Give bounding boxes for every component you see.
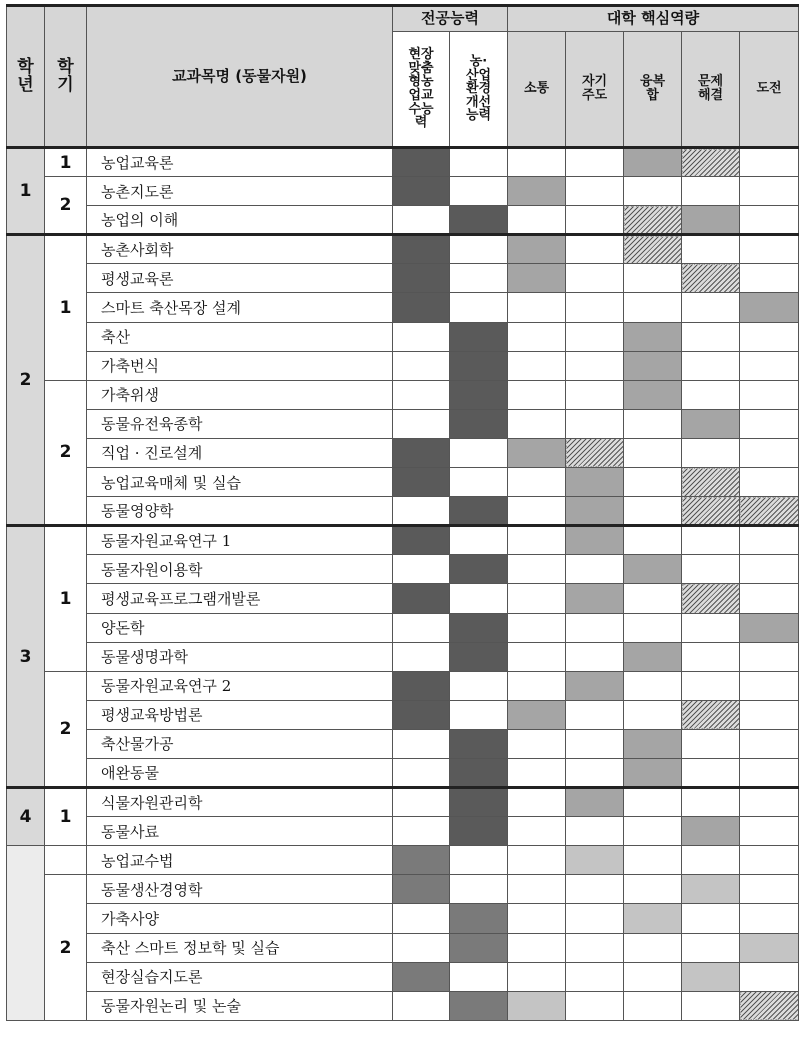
core-col-header-1: 소통 <box>508 32 566 148</box>
competency-cell <box>682 817 740 846</box>
competency-cell <box>393 177 450 206</box>
table-row <box>7 846 799 875</box>
competency-cell <box>450 729 508 758</box>
table-row <box>7 671 799 700</box>
major-col-header-2: 농· 산업 환경 개선 능력 <box>450 32 508 148</box>
competency-cell <box>740 555 799 584</box>
competency-cell <box>740 846 799 875</box>
competency-cell <box>393 264 450 293</box>
competency-cell <box>682 206 740 235</box>
competency-cell <box>393 438 450 467</box>
competency-cell <box>624 497 682 526</box>
competency-cell <box>450 206 508 235</box>
competency-cell <box>682 409 740 438</box>
table-row <box>7 555 799 584</box>
competency-cell <box>624 904 682 933</box>
year-header: 학 년 <box>7 6 45 148</box>
competency-cell <box>566 758 624 787</box>
competency-cell <box>740 497 799 526</box>
competency-cell <box>450 700 508 729</box>
competency-cell <box>450 351 508 380</box>
competency-cell <box>566 671 624 700</box>
table-row <box>7 351 799 380</box>
competency-cell <box>508 613 566 642</box>
competency-cell <box>682 322 740 351</box>
competency-cell <box>450 904 508 933</box>
competency-cell <box>682 875 740 904</box>
competency-cell <box>566 351 624 380</box>
competency-cell <box>682 235 740 264</box>
competency-cell <box>450 875 508 904</box>
course-name: 농촌지도론 <box>87 177 393 206</box>
year-cell: 3 <box>7 526 45 788</box>
course-name: 동물자원논리 및 논술 <box>87 991 393 1020</box>
competency-cell <box>393 322 450 351</box>
table-row <box>7 526 799 555</box>
competency-cell <box>508 991 566 1020</box>
competency-cell <box>740 904 799 933</box>
competency-cell <box>450 584 508 613</box>
competency-cell <box>566 962 624 991</box>
course-name: 가축번식 <box>87 351 393 380</box>
competency-cell <box>508 758 566 787</box>
competency-cell <box>682 904 740 933</box>
competency-cell <box>393 351 450 380</box>
table-row <box>7 817 799 846</box>
competency-cell <box>682 148 740 177</box>
competency-cell <box>508 177 566 206</box>
competency-cell <box>450 148 508 177</box>
table-row <box>7 322 799 351</box>
competency-cell <box>508 264 566 293</box>
competency-cell <box>682 380 740 409</box>
competency-cell <box>566 148 624 177</box>
semester-cell <box>45 846 87 875</box>
competency-cell <box>566 700 624 729</box>
competency-cell <box>740 817 799 846</box>
competency-cell <box>450 642 508 671</box>
table-row <box>7 991 799 1020</box>
competency-cell <box>508 642 566 671</box>
competency-cell <box>393 148 450 177</box>
table-row <box>7 904 799 933</box>
competency-cell <box>624 933 682 962</box>
table-row <box>7 380 799 409</box>
table-row <box>7 468 799 497</box>
competency-cell <box>450 322 508 351</box>
table-row <box>7 293 799 322</box>
competency-cell <box>393 729 450 758</box>
course-name: 동물자원교육연구 2 <box>87 671 393 700</box>
competency-cell <box>566 177 624 206</box>
competency-cell <box>508 817 566 846</box>
competency-cell <box>508 729 566 758</box>
table-row <box>7 700 799 729</box>
competency-cell <box>624 264 682 293</box>
competency-cell <box>566 875 624 904</box>
competency-cell <box>682 933 740 962</box>
competency-cell <box>624 235 682 264</box>
competency-cell <box>508 700 566 729</box>
course-name: 평생교육방법론 <box>87 700 393 729</box>
competency-cell <box>508 468 566 497</box>
competency-cell <box>624 468 682 497</box>
competency-cell <box>682 642 740 671</box>
competency-cell <box>508 904 566 933</box>
course-name: 가축위생 <box>87 380 393 409</box>
competency-cell <box>450 613 508 642</box>
course-name: 농업교육론 <box>87 148 393 177</box>
competency-cell <box>740 671 799 700</box>
year-cell: 2 <box>7 235 45 526</box>
competency-cell <box>450 235 508 264</box>
competency-cell <box>682 962 740 991</box>
course-name: 동물생산경영학 <box>87 875 393 904</box>
competency-cell <box>566 206 624 235</box>
competency-cell <box>682 438 740 467</box>
table-row <box>7 642 799 671</box>
competency-cell <box>566 380 624 409</box>
course-name: 식물자원관리학 <box>87 788 393 817</box>
competency-cell <box>508 438 566 467</box>
competency-cell <box>566 991 624 1020</box>
semester-cell: 2 <box>45 671 87 787</box>
competency-cell <box>740 758 799 787</box>
competency-cell <box>740 642 799 671</box>
competency-cell <box>393 875 450 904</box>
competency-cell <box>682 991 740 1020</box>
competency-cell <box>740 584 799 613</box>
competency-cell <box>740 177 799 206</box>
competency-cell <box>740 206 799 235</box>
competency-cell <box>508 322 566 351</box>
semester-cell: 2 <box>45 875 87 1020</box>
core-col-header-2: 자기 주도 <box>566 32 624 148</box>
competency-cell <box>682 788 740 817</box>
competency-cell <box>450 409 508 438</box>
course-name: 평생교육론 <box>87 264 393 293</box>
competency-cell <box>682 468 740 497</box>
course-name: 직업 · 진로설계 <box>87 438 393 467</box>
competency-cell <box>682 584 740 613</box>
competency-cell <box>450 438 508 467</box>
course-name: 동물유전육종학 <box>87 409 393 438</box>
competency-cell <box>450 817 508 846</box>
competency-cell <box>393 613 450 642</box>
competency-cell <box>740 293 799 322</box>
competency-cell <box>508 671 566 700</box>
semester-cell: 1 <box>45 235 87 380</box>
course-name: 축산물가공 <box>87 729 393 758</box>
competency-cell <box>450 846 508 875</box>
competency-cell <box>508 351 566 380</box>
competency-cell <box>624 584 682 613</box>
course-name: 가축사양 <box>87 904 393 933</box>
table-row <box>7 584 799 613</box>
competency-cell <box>508 409 566 438</box>
competency-cell <box>740 933 799 962</box>
competency-cell <box>393 526 450 555</box>
competency-cell <box>740 991 799 1020</box>
competency-cell <box>508 584 566 613</box>
course-name: 스마트 축산목장 설계 <box>87 293 393 322</box>
table-row <box>7 875 799 904</box>
competency-cell <box>624 177 682 206</box>
competency-cell <box>624 380 682 409</box>
competency-cell <box>624 351 682 380</box>
table-row <box>7 933 799 962</box>
competency-cell <box>624 409 682 438</box>
competency-cell <box>508 526 566 555</box>
competency-cell <box>624 613 682 642</box>
competency-cell <box>624 729 682 758</box>
competency-cell <box>393 846 450 875</box>
course-name: 농촌사회학 <box>87 235 393 264</box>
table-row <box>7 235 799 264</box>
competency-cell <box>624 817 682 846</box>
semester-cell: 1 <box>45 526 87 671</box>
competency-cell <box>682 526 740 555</box>
major-col-header-1: 현장 맞춤 형농 업교 수능 력 <box>393 32 450 148</box>
semester-header: 학 기 <box>45 6 87 148</box>
competency-cell <box>624 322 682 351</box>
semester-cell: 1 <box>45 788 87 846</box>
competency-cell <box>393 700 450 729</box>
table-row <box>7 264 799 293</box>
competency-cell <box>740 875 799 904</box>
competency-cell <box>740 700 799 729</box>
competency-cell <box>624 526 682 555</box>
competency-cell <box>508 555 566 584</box>
competency-cell <box>682 555 740 584</box>
competency-cell <box>566 788 624 817</box>
competency-cell <box>566 933 624 962</box>
competency-cell <box>508 206 566 235</box>
course-name: 동물생명과학 <box>87 642 393 671</box>
competency-cell <box>624 555 682 584</box>
competency-cell <box>393 293 450 322</box>
competency-cell <box>508 846 566 875</box>
table-row <box>7 438 799 467</box>
semester-cell: 2 <box>45 177 87 235</box>
competency-cell <box>624 991 682 1020</box>
competency-cell <box>393 991 450 1020</box>
competency-cell <box>566 322 624 351</box>
curriculum-competency-table <box>6 4 799 1021</box>
competency-cell <box>450 991 508 1020</box>
competency-cell <box>740 322 799 351</box>
competency-cell <box>566 613 624 642</box>
competency-cell <box>393 409 450 438</box>
competency-cell <box>682 497 740 526</box>
competency-cell <box>566 526 624 555</box>
competency-cell <box>508 497 566 526</box>
competency-cell <box>682 613 740 642</box>
core-competency-header: 대학 핵심역량 <box>508 6 799 32</box>
competency-cell <box>740 264 799 293</box>
course-name: 동물사료 <box>87 817 393 846</box>
competency-cell <box>450 962 508 991</box>
competency-cell <box>682 293 740 322</box>
course-name: 축산 <box>87 322 393 351</box>
course-name: 축산 스마트 정보학 및 실습 <box>87 933 393 962</box>
competency-cell <box>393 555 450 584</box>
course-name: 양돈학 <box>87 613 393 642</box>
semester-cell: 1 <box>45 148 87 177</box>
competency-cell <box>740 380 799 409</box>
course-name: 농업의 이해 <box>87 206 393 235</box>
table-row <box>7 788 799 817</box>
competency-cell <box>624 758 682 787</box>
competency-cell <box>393 206 450 235</box>
competency-cell <box>740 526 799 555</box>
competency-cell <box>682 758 740 787</box>
competency-cell <box>393 817 450 846</box>
semester-cell: 2 <box>45 380 87 525</box>
competency-cell <box>450 555 508 584</box>
competency-cell <box>624 148 682 177</box>
competency-cell <box>508 148 566 177</box>
competency-cell <box>566 468 624 497</box>
table-row <box>7 177 799 206</box>
table-row <box>7 206 799 235</box>
table-row <box>7 497 799 526</box>
competency-cell <box>566 264 624 293</box>
competency-cell <box>566 904 624 933</box>
course-name: 농업교수법 <box>87 846 393 875</box>
competency-cell <box>740 468 799 497</box>
competency-cell <box>624 206 682 235</box>
competency-cell <box>393 642 450 671</box>
course-name: 현장실습지도론 <box>87 962 393 991</box>
competency-cell <box>450 293 508 322</box>
competency-cell <box>740 613 799 642</box>
competency-cell <box>450 177 508 206</box>
core-col-header-4: 문제 해결 <box>682 32 740 148</box>
competency-cell <box>740 409 799 438</box>
competency-cell <box>393 758 450 787</box>
table-row <box>7 729 799 758</box>
competency-cell <box>450 758 508 787</box>
competency-cell <box>682 729 740 758</box>
competency-cell <box>740 788 799 817</box>
competency-cell <box>566 293 624 322</box>
competency-cell <box>508 788 566 817</box>
competency-cell <box>740 729 799 758</box>
competency-cell <box>682 671 740 700</box>
course-name: 애완동물 <box>87 758 393 787</box>
competency-cell <box>393 235 450 264</box>
competency-cell <box>450 380 508 409</box>
competency-cell <box>566 409 624 438</box>
competency-cell <box>740 148 799 177</box>
competency-cell <box>624 700 682 729</box>
competency-cell <box>450 468 508 497</box>
course-name: 동물영양학 <box>87 497 393 526</box>
course-name: 농업교육매체 및 실습 <box>87 468 393 497</box>
competency-cell <box>566 235 624 264</box>
table-row <box>7 148 799 177</box>
competency-cell <box>393 962 450 991</box>
course-name: 평생교육프로그램개발론 <box>87 584 393 613</box>
table-row <box>7 758 799 787</box>
competency-cell <box>393 671 450 700</box>
competency-cell <box>566 729 624 758</box>
table-row <box>7 962 799 991</box>
competency-cell <box>393 468 450 497</box>
competency-cell <box>624 875 682 904</box>
competency-cell <box>682 700 740 729</box>
competency-cell <box>624 962 682 991</box>
competency-cell <box>624 293 682 322</box>
competency-cell <box>450 264 508 293</box>
competency-cell <box>508 962 566 991</box>
competency-cell <box>566 438 624 467</box>
course-name: 동물자원이용학 <box>87 555 393 584</box>
competency-cell <box>566 497 624 526</box>
competency-cell <box>682 846 740 875</box>
competency-cell <box>508 875 566 904</box>
competency-cell <box>393 904 450 933</box>
competency-cell <box>393 380 450 409</box>
table-row <box>7 613 799 642</box>
competency-cell <box>566 555 624 584</box>
major-competency-header: 전공능력 <box>393 6 508 32</box>
competency-cell <box>682 264 740 293</box>
competency-cell <box>508 293 566 322</box>
competency-cell <box>508 380 566 409</box>
competency-cell <box>682 351 740 380</box>
competency-cell <box>450 671 508 700</box>
competency-cell <box>450 497 508 526</box>
competency-cell <box>566 642 624 671</box>
course-name: 동물자원교육연구 1 <box>87 526 393 555</box>
competency-cell <box>393 933 450 962</box>
competency-cell <box>624 788 682 817</box>
competency-cell <box>393 788 450 817</box>
competency-cell <box>393 497 450 526</box>
competency-cell <box>450 788 508 817</box>
competency-cell <box>740 438 799 467</box>
competency-cell <box>508 235 566 264</box>
competency-cell <box>682 177 740 206</box>
competency-cell <box>450 933 508 962</box>
competency-cell <box>740 235 799 264</box>
competency-cell <box>624 846 682 875</box>
competency-cell <box>508 933 566 962</box>
competency-cell <box>393 584 450 613</box>
course-name-header: 교과목명 (동물자원) <box>87 6 393 148</box>
year-cell: 1 <box>7 148 45 235</box>
competency-cell <box>624 438 682 467</box>
table-row <box>7 409 799 438</box>
competency-cell <box>566 846 624 875</box>
core-col-header-3: 융복 합 <box>624 32 682 148</box>
competency-cell <box>566 817 624 846</box>
competency-cell <box>624 671 682 700</box>
competency-cell <box>740 962 799 991</box>
competency-cell <box>740 351 799 380</box>
year-cell-continued <box>7 846 45 1021</box>
core-col-header-5: 도전 <box>740 32 799 148</box>
competency-cell <box>566 584 624 613</box>
competency-cell <box>450 526 508 555</box>
year-cell: 4 <box>7 788 45 846</box>
competency-cell <box>624 642 682 671</box>
